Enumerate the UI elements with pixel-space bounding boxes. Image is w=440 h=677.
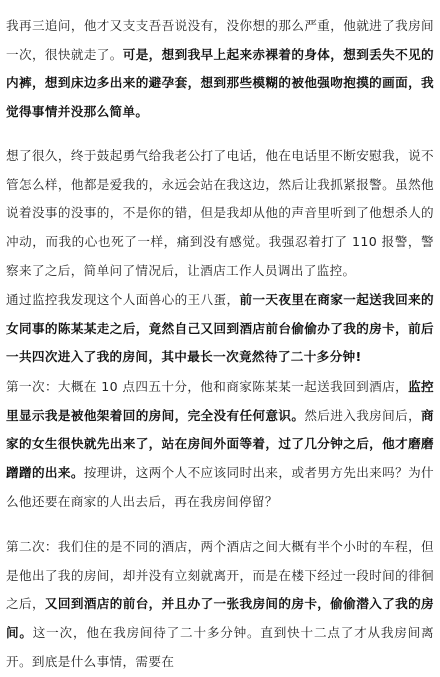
paragraph-4-text-c: 按理讲，这两个人不应该同时出来，或者男方先出来吗？为什么他还要在商家的人出去后，再在我房间停留？ [6, 465, 434, 509]
paragraph-4-text-b: 然后进入我房间后， [304, 407, 422, 423]
paragraph-4-bold-b: 商家的女生很快就先出来了，站在房间外面等着，过了几分钟之后，他才磨磨蹭蹭的出来。 [6, 407, 434, 481]
paragraph-4-text-a: 第一次：大概在 10 点四五十分，他和商家陈某某一起送我回到酒店， [6, 379, 409, 394]
paragraph-3 [0, 286, 440, 372]
paragraph-3-text: 通过监控我发现这个人面兽心的王八蛋， [6, 292, 240, 307]
paragraph-5-text-a: 第二次：我们住的是不同的酒店，两个酒店之间大概有半个小时的车程，但是他出了我的房间，却并没有立刻就离开，而是在楼下经过一段时间的徘徊之后， [6, 539, 434, 612]
paragraph-1-bold: 可是，想到我早上起来赤裸着的身体，想到丢失不见的内裤，想到床边多出来的避孕套，想到那些模糊的被他强吻抱摸的画面，我觉得事情并没那么简单。 [6, 46, 434, 120]
paragraph-1-text: 我再三追问，他才又支支吾吾说没有，没你想的那么严重，他就进了我房间一次，很快就走了。 [6, 18, 434, 62]
paragraph-1 [0, 12, 440, 127]
paragraph-3-bold: 前一天夜里在商家一起送我回来的女同事的陈某某走之后，竟然自己又回到酒店前台偷偷办了我的房卡，前后一共四次进入了我的房间，其中最长一次竟然待了二十多分钟! [6, 292, 434, 365]
paragraph-5-text-b: 这一次，他在我房间待了二十多分钟。直到快十二点了才从我房间离开。到底是什么事情，需要在 [6, 625, 435, 669]
paragraph-4 [0, 373, 440, 517]
paragraph-5 [0, 533, 440, 677]
paragraph-4-bold-a: 监控里显示我是被他架着回的房间，完全没有任何意识。 [6, 379, 434, 423]
paragraph-2 [0, 142, 440, 286]
paragraph-2-text: 想了很久，终于鼓起勇气给我老公打了电话，他在电话里不断安慰我，说不管怎么样，他都是爱我的，永远会站在我这边，然后让我抓紧报警。虽然他说着没事的没事的，不是你的错，但是我却从他的声音里听到了他想杀人的冲动，而我的心也死了一样，痛到没有感觉。我强忍着打了 110 报警，警察来了之后，简单问了情况后，让酒店工作人员调出了监控。 [6, 148, 434, 278]
paragraph-5-bold: 又回到酒店的前台，并且办了一张我房间的房卡，偷偷潜入了我的房间。 [6, 596, 434, 641]
